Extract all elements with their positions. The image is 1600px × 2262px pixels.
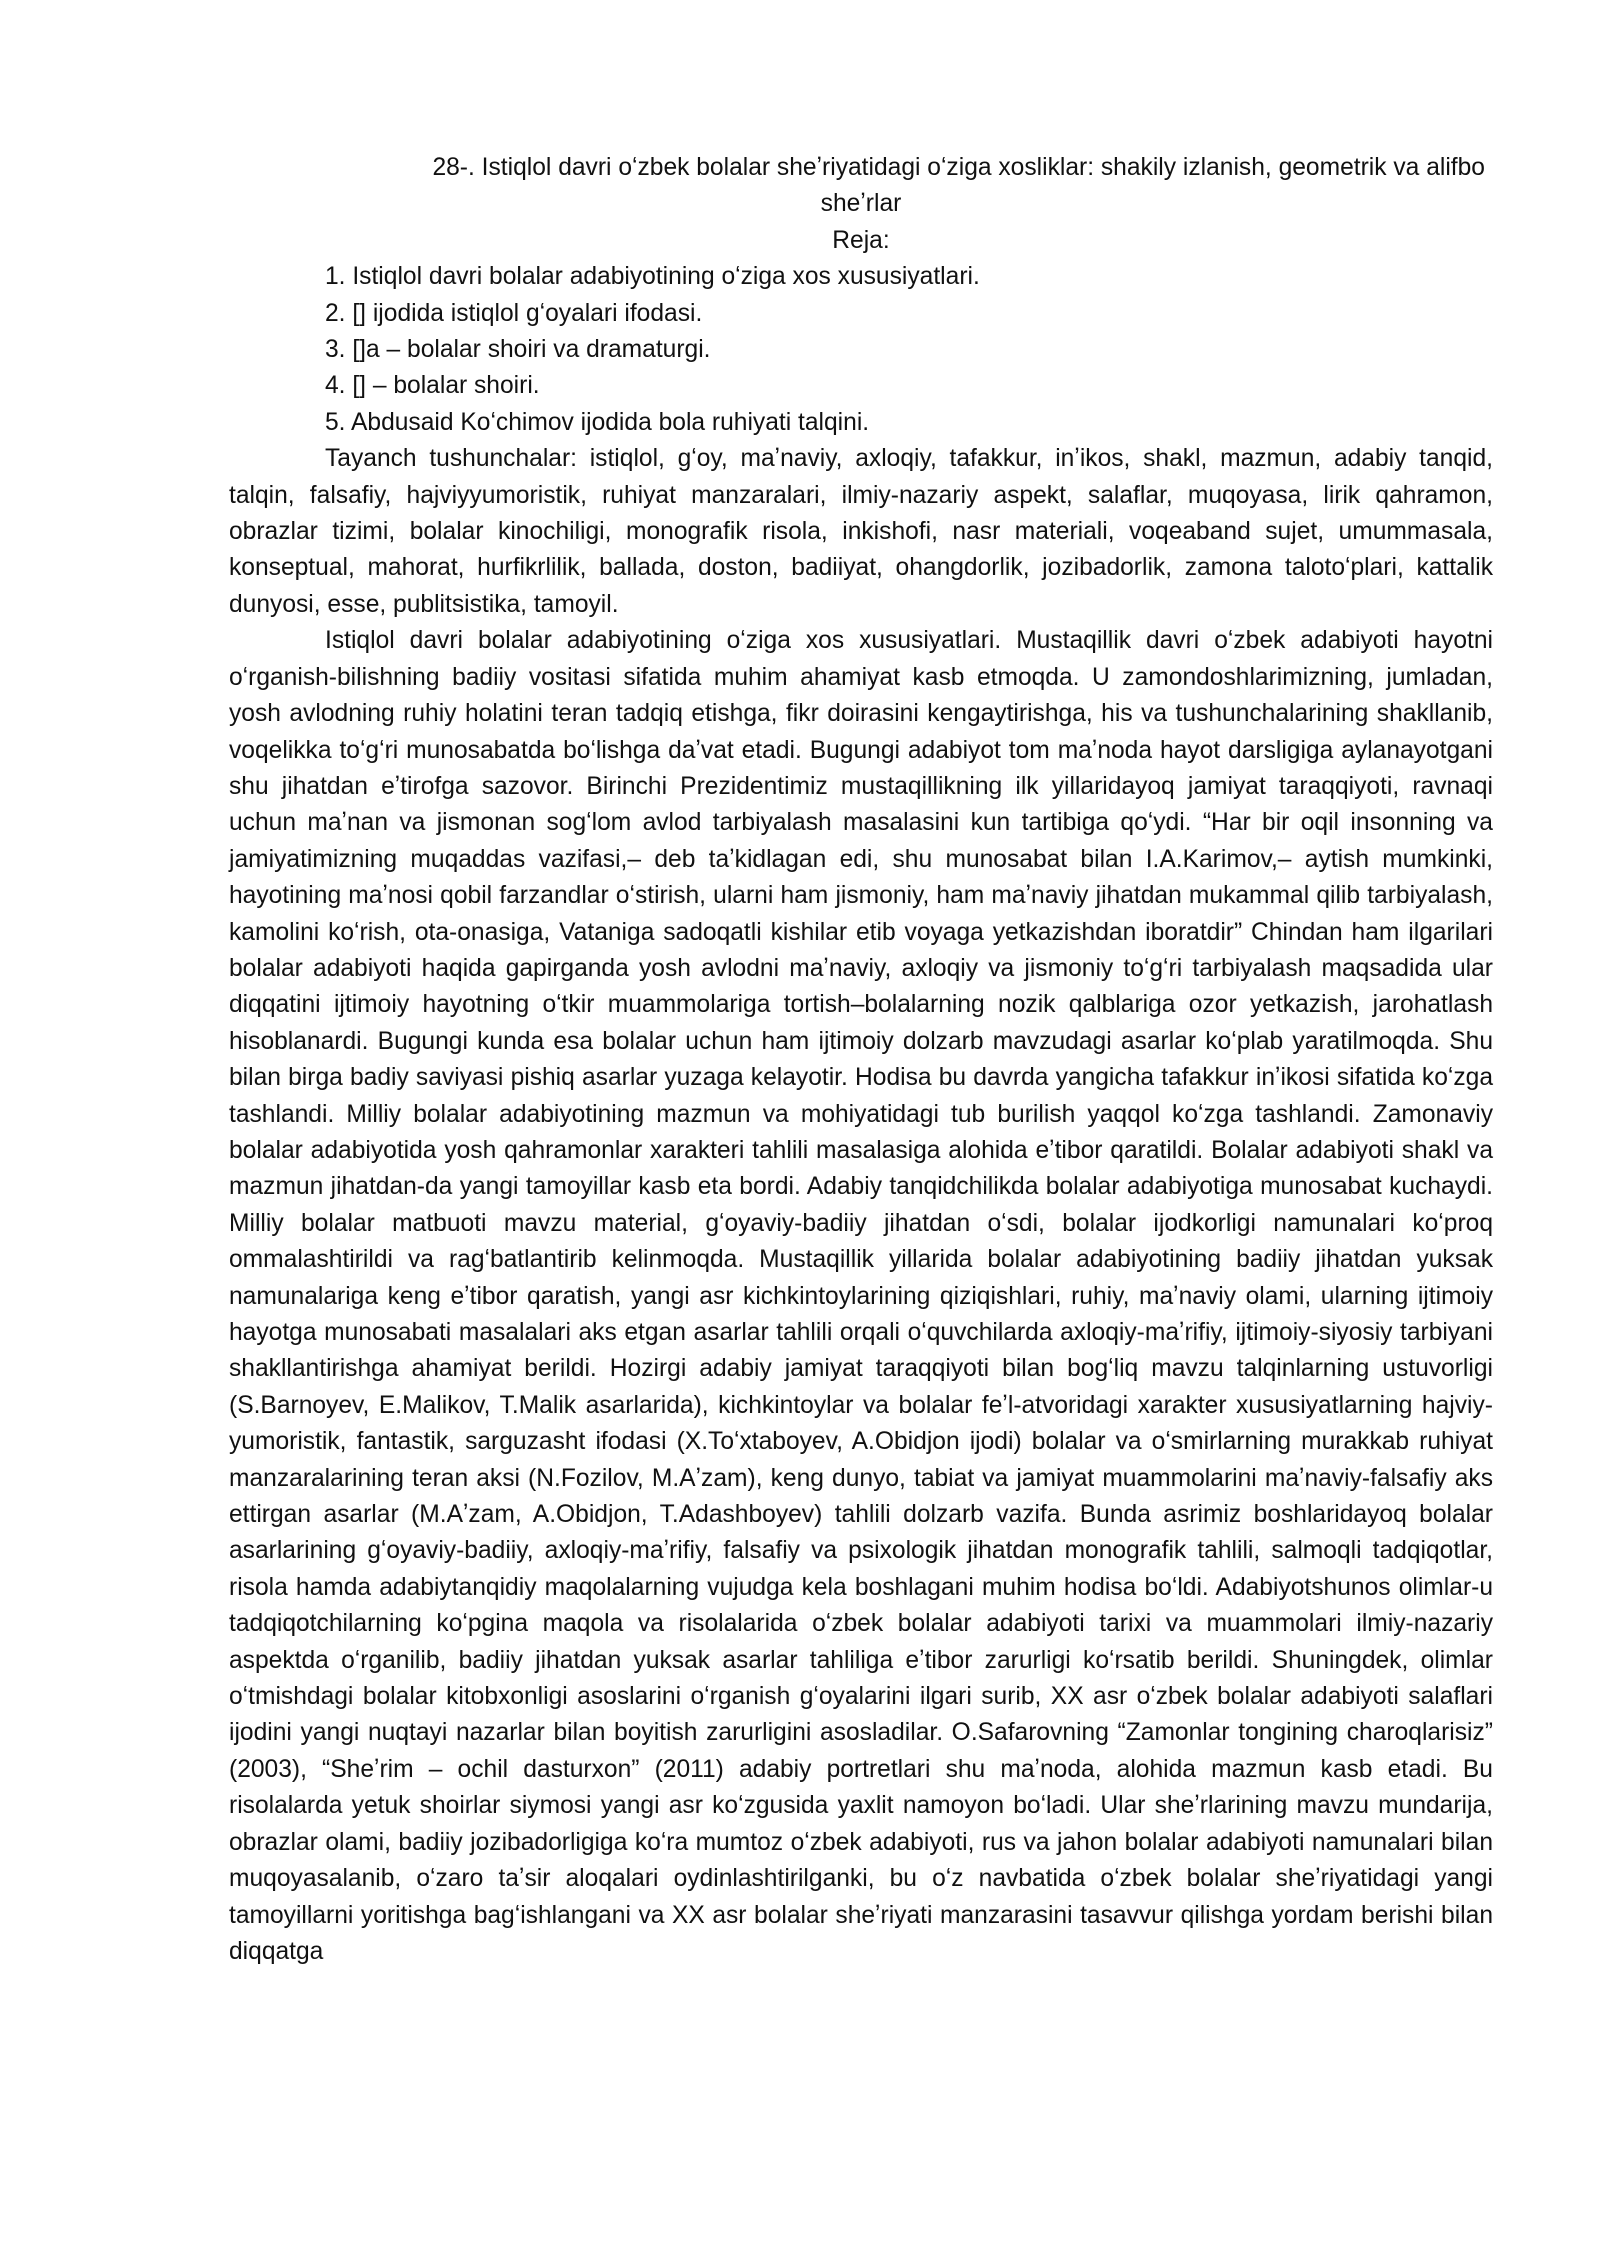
main-paragraph: Istiqlol davri bolalar adabiyotining oʻziga xos xususiyatlari. Mustaqillik davri oʻzbek adabiyoti hayotni oʻrganish-bilishning badiiy vositasi sifatida muhim ahamiyat kasb etmoqda. U zamondoshlarimizning, jumladan, yosh avlodning ruhiy holatini teran tadqiq etishga, fikr doirasini kengaytirishga, his va tushunchalarining shakllanib, voqelikka toʻgʻri munosabatda boʻlishga daʼvat etadi. Bugungi adabiyot tom maʼnoda hayot darsligiga aylanayotgani shu jihatdan eʼtirofga sazovor. Birinchi Prezidentimiz mustaqillikning ilk yillaridayoq jamiyat taraqqiyoti, ravnaqi uchun maʼnan va jismonan sogʻlom avlod tarbiyalash masalasini kun tartibiga qoʻydi. “Har bir oqil insonning va jamiyatimizning muqaddas vazifasi,– deb taʼkidlagan edi, shu munosabat bilan I.A.Karimov,– aytish mumkinki, hayotining maʼnosi qobil farzandlar oʻstirish, ularni ham jismoniy, ham maʼnaviy jihatdan mukammal qilib tarbiyalash, kamolini koʻrish, ota-onasiga, Vataniga sadoqatli kishilar etib voyaga yetkazishdan iboratdir” Chindan ham ilgarilari bolalar adabiyoti haqida gapirganda yosh avlodni maʼnaviy, axloqiy va jismoniy toʻgʻri tarbiyalash maqsadida ular diqqatini ijtimoiy hayotning oʻtkir muammolariga tortish–bolalarning nozik qalblariga ozor yetkazish, jarohatlash hisoblanardi. Bugungi kunda esa bolalar uchun ham ijtimoiy dolzarb mavzudagi asarlar koʻplab yaratilmoqda. Shu bilan birga badiy saviyasi pishiq asarlar yuzaga kelayotir. Hodisa bu davrda yangicha tafakkur inʼikosi sifatida koʻzga tashlandi. Milliy bolalar adabiyotining mazmun va mohiyatidagi tub burilish yaqqol koʻzga tashlandi. Zamonaviy bolalar adabiyotida yosh qahramonlar xarakteri tahlili masalasiga alohida eʼtibor qaratildi. Bolalar adabiyoti shakl va mazmun jihatdan-da yangi tamoyillar kasb eta bordi. Adabiy tanqidchilikda bolalar adabiyotiga munosabat kuchaydi. Milliy bolalar matbuoti mavzu material, gʻoyaviy-badiiy jihatdan oʻsdi, bolalar ijodkorligi namunalari koʻproq ommalashtirildi va ragʻbatlantirib kelinmoqda. Mustaqillik yillarida bolalar adabiyotining badiiy jihatdan yuksak namunalariga keng eʼtibor qaratish, yangi asr kichkintoylarining qiziqishlari, ruhiy, maʼnaviy olami, ularning ijtimoiy hayotga munosabati masalalari aks etgan asarlar tahlili orqali oʻquvchilarda axloqiy-maʼrifiy, ijtimoiy-siyosiy tarbiyani shakllantirishga ahamiyat berildi. Hozirgi adabiy jamiyat taraqqiyoti bilan bogʻliq mavzu talqinlarning ustuvorligi (S.Barnoyev, E.Malikov, T.Malik asarlarida), kichkintoylar va bolalar feʼl-atvoridagi xarakter xususiyatlarning hajviy-yumoristik, fantastik, sarguzasht ifodasi (X.Toʻxtaboyev, A.Obidjon ijodi) bolalar va oʻsmirlarning murakkab ruhiyat manzaralarining teran aksi (N.Fozilov, M.Aʼzam), keng dunyo, tabiat va jamiyat muammolarini maʼnaviy-falsafiy aks ettirgan asarlar (M.Aʼzam, A.Obidjon, T.Adashboyev) tahlili dolzarb vazifa. Bunda asrimiz boshlaridayoq bolalar asarlarining gʻoyaviy-badiiy, axloqiy-maʼrifiy, falsafiy va psixologik jihatdan monografik tahlili, salmoqli tadqiqotlar, risola hamda adabiytanqidiy maqolalarning vujudga kela boshlagani muhim hodisa boʻldi. Adabiyotshunos olimlar-u tadqiqotchilarning koʻpgina maqola va risolalarida oʻzbek bolalar adabiyoti tarixi va muammolari ilmiy-nazariy aspektda oʻrganilib, badiiy jihatdan yuksak asarlar tahliliga eʼtibor zarurligi koʻrsatib berildi. Shuningdek, olimlar oʻtmishdagi bolalar kitobxonligi asoslarini oʻrganish gʻoyalarini ilgari surib, XX asr oʻzbek bolalar adabiyoti salaflari ijodini yangi nuqtayi nazarlar bilan boyitish zarurligini asosladilar. O.Safarovning “Zamonlar tongining charoqlarisiz” (2003), “Sheʼrim – ochil dasturxon” (2011) adabiy portretlari shu maʼnoda, alohida mazmun kasb etadi. Bu risolalarda yetuk shoirlar siymosi yangi asr koʻzgusida yaxlit namoyon boʻladi. Ular sheʼrlarining mavzu mundarija, obrazlar olami, badiiy jozibadorligiga koʻra mumtoz oʻzbek adabiyoti, rus va jahon bolalar adabiyoti namunalari bilan muqoyasalanib, oʻzaro taʼsir aloqalari oydinlashtirilganki, bu oʻz navbatida oʻzbek bolalar sheʼriyatidagi yangi tamoyillarni yoritishga bagʻishlangani va XX asr bolalar sheʼriyati manzarasini tasavvur qilishga yordam berishi bilan diqqatga bbox=[229, 627, 1493, 1965]
plan-item: 3. []a – bolalar shoiri va dramaturgi. bbox=[325, 336, 711, 364]
plan-item: 2. [] ijodida istiqlol gʻoyalari ifodasi. bbox=[325, 299, 703, 327]
plan-item: 1. Istiqlol davri bolalar adabiyotining oʻziga xos xususiyatlari. bbox=[325, 263, 980, 291]
plan-item: 5. Abdusaid Koʻchimov ijodida bola ruhiyati talqini. bbox=[325, 408, 870, 436]
keywords-paragraph: Tayanch tushunchalar: istiqlol, gʻoy, maʼnaviy, axloqiy, tafakkur, inʼikos, shakl, mazmun, adabiy tanqid, talqin, falsafiy, hajviyyumoristik, ruhiyat manzaralari, ilmiy-nazariy aspekt, salaflar, muqoyasa, lirik qahramon, obrazlar tizimi, bolalar kinochiligi, monografik risola, inkishofi, nasr materiali, voqeaband sujet, umummasala, konseptual, mahorat, hurfikrlilik, ballada, doston, badiiyat, ohangdorlik, jozibadorlik, zamona talotoʻplari, kattalik dunyosi, esse, publitsistika, tamoyil. bbox=[229, 445, 1493, 618]
title-line-2: sheʼrlar bbox=[820, 190, 902, 218]
title-line-1: 28-. Istiqlol davri oʻzbek bolalar sheʼriyatidagi oʻziga xosliklar: shakily izlanish, geometrik va alifbo bbox=[432, 154, 1485, 181]
document-page bbox=[229, 150, 1493, 1970]
plan-heading: Reja: bbox=[832, 226, 890, 254]
document-title bbox=[229, 150, 1493, 223]
plan-item: 4. [] – bolalar shoiri. bbox=[325, 372, 540, 400]
